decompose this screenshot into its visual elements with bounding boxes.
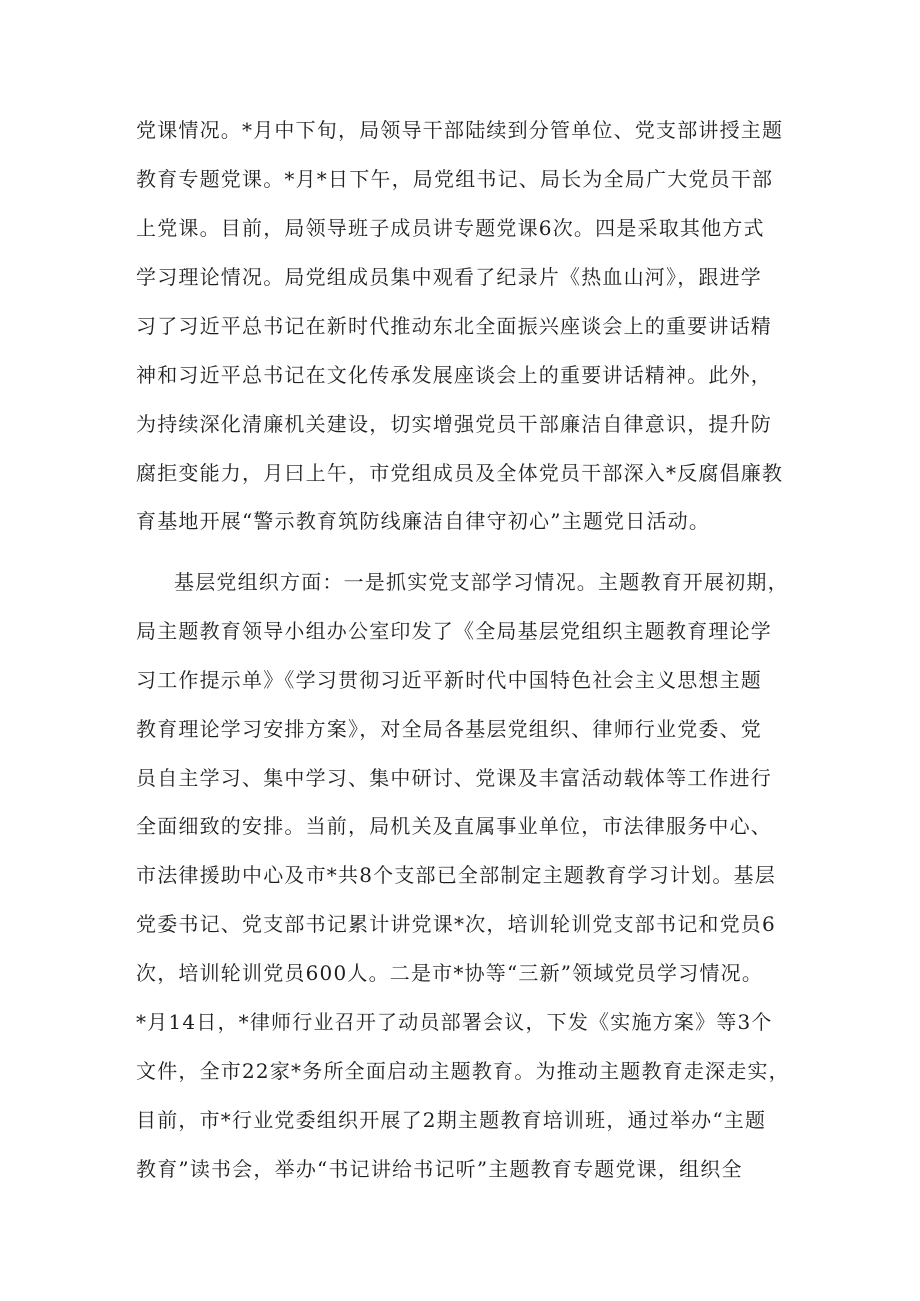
text-line: 学习理论情况。局党组成员集中观看了纪录片《热血山河》，跟进学 (136, 265, 762, 289)
text-line: 腐拒变能力，月曰上午，市党组成员及全体党员干部深入*反腐倡廉教 (136, 461, 784, 485)
text-line: 习工作提示单》《学习贯彻习近平新时代中国特色社会主义思想主题 (136, 668, 762, 692)
text-line: 党委书记、党支部书记累计讲党课*次，培训轮训党支部书记和党员6 (136, 912, 776, 936)
text-line: 习了习近平总书记在新时代推动东北全面振兴座谈会上的重要讲话精 (136, 314, 772, 338)
text-line: 党课情况。*月中下旬，局领导干部陆续到分管单位、党支部讲授主题 (136, 118, 784, 142)
text-line: 上党课。目前，局领导班子成员讲专题党课6次。四是采取其他方式 (136, 216, 765, 240)
text-line: 神和习近平总书记在文化传承发展座谈会上的重要讲话精神。此外， (136, 363, 772, 387)
text-line: 市法律援助中心及市*共8个支部已全部制定主题教育学习计划。基层 (136, 863, 776, 887)
text-line: 教育专题党课。*月*日下午，局党组书记、局长为全局广大党员干部 (136, 167, 774, 191)
text-line: 文件，全市22家*务所全面启动主题教育。为推动主题教育走深走实， (136, 1059, 790, 1083)
text-line: 育基地开展“警示教育筑防线廉洁自律守初心”主题党日活动。 (136, 509, 711, 533)
text-line: 基层党组织方面：一是抓实党支部学习情况。主题教育开展初期， (174, 570, 789, 594)
text-line: 局主题教育领导小组办公室印发了《全局基层党组织主题教育理论学 (136, 619, 772, 643)
text-line: 目前，市*行业党委组织开展了2期主题教育培训班，通过举办“主题 (136, 1108, 767, 1132)
text-line: *月14日，*律师行业召开了动员部署会议，下发《实施方案》等3个 (136, 1010, 773, 1034)
text-line: 教育”读书会，举办“书记讲给书记听”主题教育专题党课，组织全 (136, 1157, 743, 1181)
text-line: 全面细致的安排。当前，局机关及直属事业单位，市法律服务中心、 (136, 814, 772, 838)
text-line: 教育理论学习安排方案》，对全局各基层党组织、律师行业党委、党 (136, 717, 762, 741)
text-line: 员自主学习、集中学习、集中研讨、党课及丰富活动载体等工作进行 (136, 766, 772, 790)
text-line: 次，培训轮训党员600人。二是市*协等“三新”领域党员学习情况。 (136, 961, 764, 985)
text-line: 为持续深化清廉机关建设，切实增强党员干部廉洁自律意识，提升防 (136, 412, 772, 436)
